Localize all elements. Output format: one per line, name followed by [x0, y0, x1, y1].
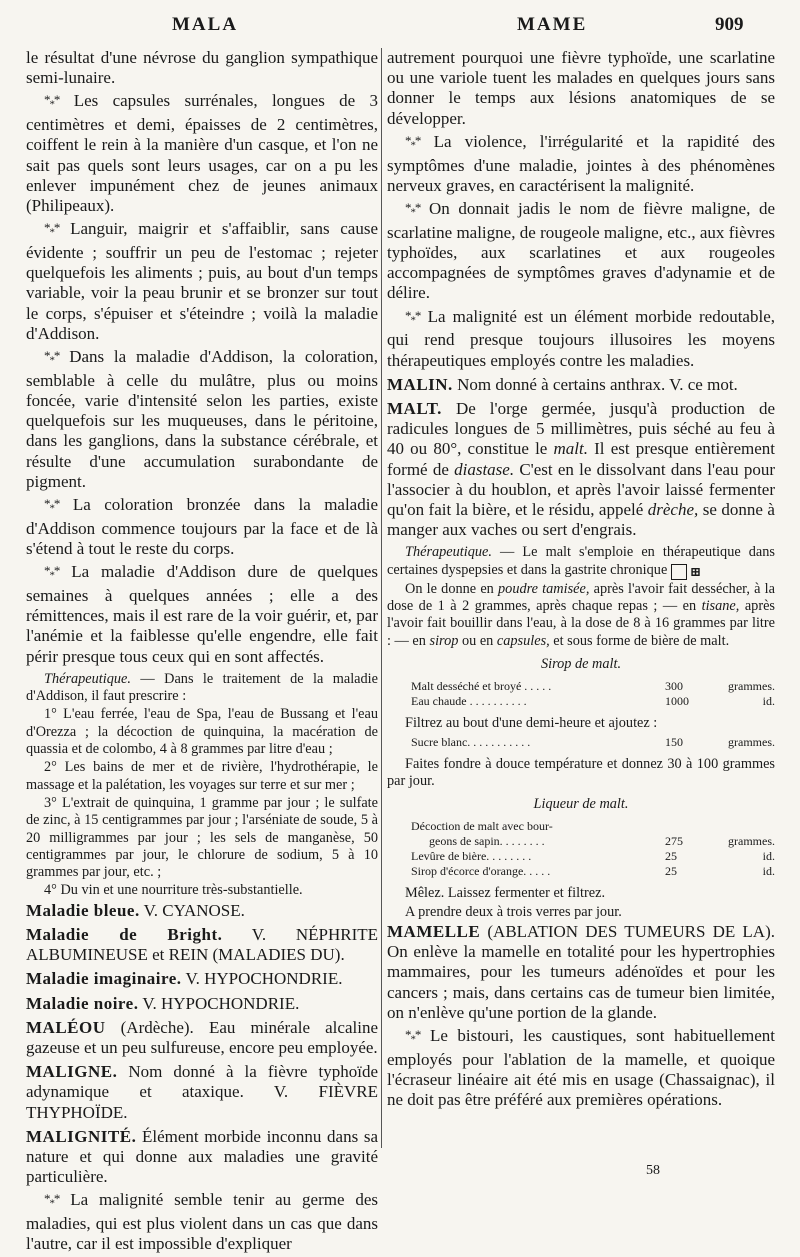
- running-header: [0, 14, 800, 38]
- paragraph: $*_**$ On donnait jadis le nom de fièvre maligne, de scarlatine maligne, de rougeole maligne, etc., aux fièvres typhoïdes, aux scarlatines et aux rougeoles accompagnées de symptômes graves d'adynamie et de délire.: [387, 199, 775, 303]
- header-right-word: MAME: [517, 14, 588, 35]
- column-divider: [381, 48, 382, 1148]
- therapeutique-intro: Thérapeutique. — Dans le traitement de la maladie d'Addison, il faut prescrire :: [26, 670, 378, 705]
- recipe-title: Liqueur de malt.: [533, 796, 629, 813]
- paragraph: $*_**$ Le bistouri, les caustiques, sont habituellement employés pour l'ablation de la mamelle, et quoique l'écraseur linéaire ait été mis en usage (Chassaignac), il ne doit pas être préféré aux premières opérations.: [387, 1026, 776, 1110]
- paragraph: $*_**$ La malignité est un élément morbide redoutable, qui rend presque toujours illusoires les moyens thérapeutiques employés contre les maladies.: [387, 306, 775, 370]
- therapeutique-section: [26, 671, 378, 900]
- asterism-mark: $*_**$: [405, 132, 421, 152]
- dictionary-entry: Maladie imaginaire. V. HYPOCHONDRIE.: [26, 969, 343, 989]
- asterism-mark: $*_**$: [44, 92, 60, 111]
- paragraph: $*_**$ Languir, maigrir et s'affaiblir, sans cause évidente ; souffrir un peu de l'estomac ; rejeter quelquefois les aliments ; puis, au bout d'un temps variable, voir la peau brunir et se bronzer sur tout le corps, s'épuiser et s'éteindre ; voilà la maladie d'Addison.: [26, 219, 379, 343]
- recipe-row: Sucre blanc. . . . . . . . . . . 150 grammes.: [411, 734, 775, 749]
- reference-box-icon: ⊞: [671, 564, 687, 580]
- recipe-row: Décoction de malt avec bour-: [411, 819, 553, 834]
- malt-therapeutique: [387, 544, 775, 921]
- dictionary-entry: MALT. De l'orge germée, jusqu'à production de radicules longues de 5 millimètres, puis séché au feu à 40 ou 80°, constitue le malt. Il est presque entièrement formé de diastase. C'est en le dissolvant dans l'eau pour l'associer à du houblon, et après l'avoir laissé fermenter qu'on fait la bière, et le résidu, appelé drèche, se donne à manger aux vaches ou sert d'engrais.: [387, 399, 775, 540]
- paragraph: le résultat d'une névrose du ganglion sympathique semi-lunaire.: [26, 48, 378, 88]
- paragraph: autrement pourquoi une fièvre typhoïde, une scarlatine ou une variole tuent les malades en quelques jours sans donner le temps aux lésions anatomiques de se développer.: [387, 48, 775, 128]
- recipe-row: Sirop d'écorce d'orange. . . . . 25 id.: [411, 864, 775, 879]
- recipe-title: Sirop de malt.: [540, 655, 622, 672]
- dosage-paragraph: On le donne en poudre tamisée, après l'avoir fait dessécher, à la dose de 1 à 2 grammes, après chaque repas ; — en tisane, après l'avoir fait bouillir dans l'eau, à la dose de 8 à 16 grammes par litre : — en sirop ou en capsules, et sous forme de bière de malt.: [387, 580, 775, 649]
- paragraph: $*_**$ Dans la maladie d'Addison, la coloration, semblable à celle du mulâtre, plus ou moins foncée, varie d'intensité selon les parties, existe quelquefois sur les muqueuses, dans le péritoine, dans les ganglions, dans la substance cérébrale, et résulte d'une accumulation surabondante de pigment.: [26, 347, 378, 491]
- therapeutique-intro: Thérapeutique. — Le malt s'emploie en thérapeutique dans certaines dyspepsies et dans la gastrite chronique ⊞: [387, 544, 775, 579]
- asterism-mark: $*_**$: [44, 1191, 60, 1210]
- instruction: Filtrez au bout d'une demi-heure et ajoutez :: [405, 715, 658, 732]
- dictionary-entry: MAMELLE (ABLATION DES TUMEURS DE LA). On enlève la mamelle en totalité pour les hypertrophies mammaires, pour les tumeurs adénoïdes et pour les cancers ; mais, dans certains cas de tumeur bien limitée, on n'enlève qu'une portion de la glande.: [387, 922, 775, 1022]
- recipe-row: geons de sapin. . . . . . . . 275 grammes.: [429, 834, 775, 849]
- page-number: 909: [715, 14, 744, 35]
- recipe-sirop: [387, 679, 775, 709]
- therapeutique-item: 2° Les bains de mer et de rivière, l'hydrothérapie, le massage et la palétation, les voyages sur terre et sur mer ;: [26, 759, 378, 793]
- asterism-mark: $*_**$: [44, 220, 60, 239]
- therapeutique-item: 3° L'extrait de quinquina, 1 gramme par jour ; le sulfate de zinc, à 15 centigrammes par jour ; l'arséniate de soude, 5 à 20 milligrammes par jour ; les sels de manganèse, 50 centigrammes par jour, le chlorure de sodium, 5 à 10 grammes par jour, etc. ;: [26, 794, 378, 881]
- recipe-sucre: [387, 735, 775, 750]
- asterism-mark: $*_**$: [405, 307, 421, 327]
- recipe-row: Levûre de bière. . . . . . . . 25 id.: [411, 849, 775, 864]
- therapeutique-item: 4° Du vin et une nourriture très-substantielle.: [44, 882, 303, 899]
- therapeutique-item: 1° L'eau ferrée, l'eau de Spa, l'eau de Bussang et l'eau d'Orezza ; la décoction de quinquina, la macération de quassia et de colombo, 4 à 8 grammes par litre d'eau ;: [26, 706, 378, 758]
- recipe-row: Eau chaude . . . . . . . . . . 1000 id.: [411, 694, 775, 709]
- recipe-row: Malt desséché et broyé . . . . . 300 grammes.: [411, 679, 775, 694]
- signature-mark: 58: [646, 1163, 660, 1178]
- asterism-mark: $*_**$: [44, 496, 60, 515]
- header-left-word: MALA: [172, 14, 239, 35]
- asterism-mark: $*_**$: [44, 563, 60, 582]
- paragraph: $*_**$ La maladie d'Addison dure de quelques semaines à quelques années ; elle a des rémittences, mais il est rare de la voir guérir, et, par l'anémie et la faiblesse qu'elle engendre, elle fait périr presque tous ceux qui en sont affectés.: [26, 562, 378, 666]
- left-column: [26, 48, 378, 1257]
- paragraph: $*_**$ La malignité semble tenir au germe des maladies, qui est plus violent dans un cas que dans l'autre, car il est impossible d'expliquer: [26, 1190, 379, 1254]
- dictionary-entry: MALÉOU (Ardèche). Eau minérale alcaline gazeuse et un peu sulfureuse, encore peu employée.: [26, 1017, 378, 1057]
- dictionary-entry: Maladie de Bright. V. NÉPHRITE ALBUMINEUSE et REIN (MALADIES DU).: [26, 924, 378, 965]
- paragraph: $*_**$ La coloration bronzée dans la maladie d'Addison commence toujours par la face et de là s'étend à tout le reste du corps.: [26, 495, 378, 559]
- dictionary-entry: MALIGNE. Nom donné à la fièvre typhoïde adynamique et ataxique. V. FIÈVRE THYPHOÏDE.: [26, 1062, 378, 1122]
- asterism-mark: $*_**$: [405, 1027, 421, 1046]
- asterism-mark: $*_**$: [405, 200, 421, 219]
- instruction: Faites fondre à douce température et donnez 30 à 100 grammes par jour.: [387, 755, 775, 789]
- instruction: A prendre deux à trois verres par jour.: [405, 903, 622, 920]
- instruction: Mêlez. Laissez fermenter et filtrez.: [405, 885, 606, 902]
- dictionary-entry: Maladie noire. V. HYPOCHONDRIE.: [26, 993, 300, 1013]
- dictionary-entry: MALIGNITÉ. Élément morbide inconnu dans sa nature et qui donne aux maladies une gravité particulière.: [26, 1126, 378, 1187]
- asterism-mark: $*_**$: [44, 348, 60, 367]
- dictionary-entry: Maladie bleue. V. CYANOSE.: [26, 900, 245, 920]
- right-column: [387, 48, 775, 1112]
- dictionary-entry: MALIN. Nom donné à certains anthrax. V. ce mot.: [387, 374, 738, 394]
- paragraph: $*_**$ Les capsules surrénales, longues de 3 centimètres et demi, épaisses de 2 centimètres, coiffent le rein à la manière d'un casque, et l'on ne sait pas quels sont leurs usages, car on a pu les enlever impunément chez de jeunes animaux (Philipeaux).: [26, 91, 378, 216]
- recipe-liqueur: [387, 819, 775, 879]
- paragraph: $*_**$ La violence, l'irrégularité et la rapidité des symptômes d'une maladie, jointes à des phénomènes nerveux graves, en caractérisent la malignité.: [387, 131, 775, 195]
